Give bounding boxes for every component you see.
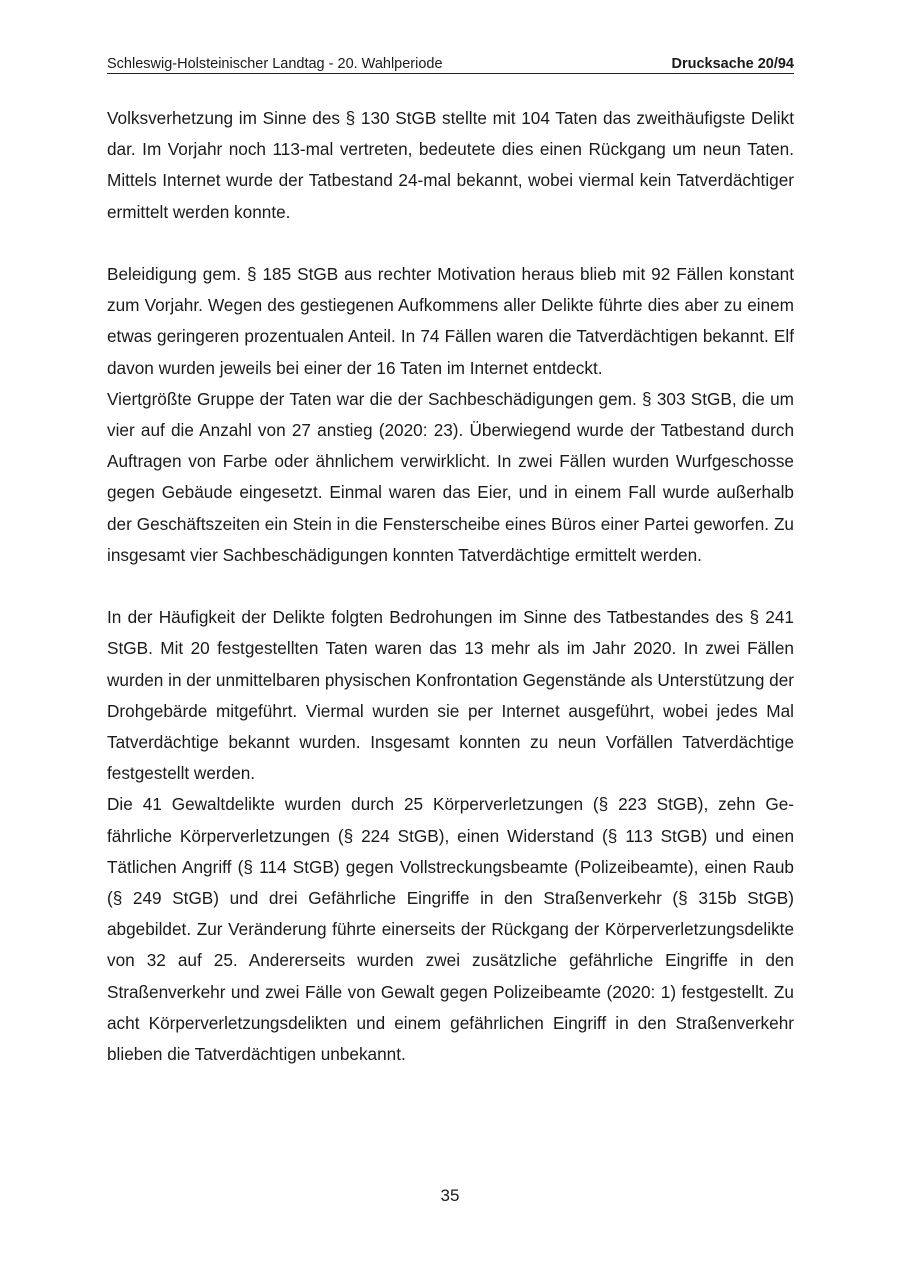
header-title: Schleswig-Holsteinischer Landtag - 20. Wahlperiode xyxy=(107,56,443,72)
paragraph-gewaltdelikte: Die 41 Gewaltdelikte wurden durch 25 Körperverletzungen (§ 223 StGB), zehn Gefährliche Körperverletzungen (§ 224 StGB), einen Widerstand (§ 113 StGB) und einen Tätlichen Angriff (§ 114 StGB) gegen Vollstreckungsbeamte (Polizeibeamte), einen Raub (§ 249 StGB) und drei Gefährliche Eingriffe in den Straßenverkehr (§ 315b StGB) abgebildet. Zur Veränderung führte einerseits der Rückgang der Körperverletzungsdelikte von 32 auf 25. Andererseits wurden zwei zusätzliche gefährliche Eingriffe in den Straßenverkehr und zwei Fälle von Gewalt gegen Polizeibeamte (2020: 1) festgestellt. Zu acht Körperverletzungsdelikten und einem gefährlichen Eingriff in den Straßenverkehr blieben die Tatverdächtigen unbekannt. xyxy=(107,794,794,1065)
paragraph-bedrohung: In der Häufigkeit der Delikte folgten Bedrohungen im Sinne des Tatbestandes des § 241 StGB. Mit 20 festgestellten Taten waren das 13 mehr als im Jahr 2020. In zwei Fällen wurden in der unmittelbaren physischen Konfrontation Gegenstände als Unterstützung der Drohgebärde mitgeführt. Viermal wurden sie per Internet ausgeführt, wobei jedes Mal Tatverdächtige bekannt wurden. Insgesamt konnten zu neun Vorfällen Tatverdächtige festgestellt werden. xyxy=(107,607,794,784)
page-number: 35 xyxy=(440,1186,460,1205)
paragraph-volksverhetzung: Volksverhetzung im Sinne des § 130 StGB stellte mit 104 Taten das zweithäufigste Delikt dar. Im Vorjahr noch 113-mal vertreten, bedeutete dies einen Rückgang um neun Taten. Mittels Internet wurde der Tatbestand 24-mal bekannt, wobei viermal kein Tatverdächtiger ermittelt werden konnte. xyxy=(107,108,794,222)
paragraph-sachbeschaedigung: Viertgrößte Gruppe der Taten war die der Sachbeschädigungen gem. § 303 StGB, die um vier auf die Anzahl von 27 anstieg (2020: 23). Überwiegend wurde der Tatbestand durch Auftragen von Farbe oder ähnlichem verwirklicht. In zwei Fällen wurden Wurfgeschosse gegen Gebäude eingesetzt. Einmal waren das Eier, und in einem Fall wurde außerhalb der Geschäftszeiten ein Stein in die Fensterscheibe eines Büros einer Partei geworfen. Zu insgesamt vier Sachbeschädigungen konnten Tatverdächtige ermittelt werden. xyxy=(107,388,794,565)
body-text xyxy=(107,103,794,1070)
document-number: Drucksache 20/94 xyxy=(671,56,794,72)
running-header xyxy=(107,55,794,74)
paragraph-beleidigung: Beleidigung gem. § 185 StGB aus rechter Motivation heraus blieb mit 92 Fällen konstant zum Vorjahr. Wegen des gestiegenen Aufkommens aller Delikte führte dies aber zu einem etwas geringeren prozentualen Anteil. In 74 Fällen waren die Tatverdächtigen bekannt. Elf davon wurden jeweils bei einer der 16 Taten im Internet entdeckt. xyxy=(107,264,794,378)
